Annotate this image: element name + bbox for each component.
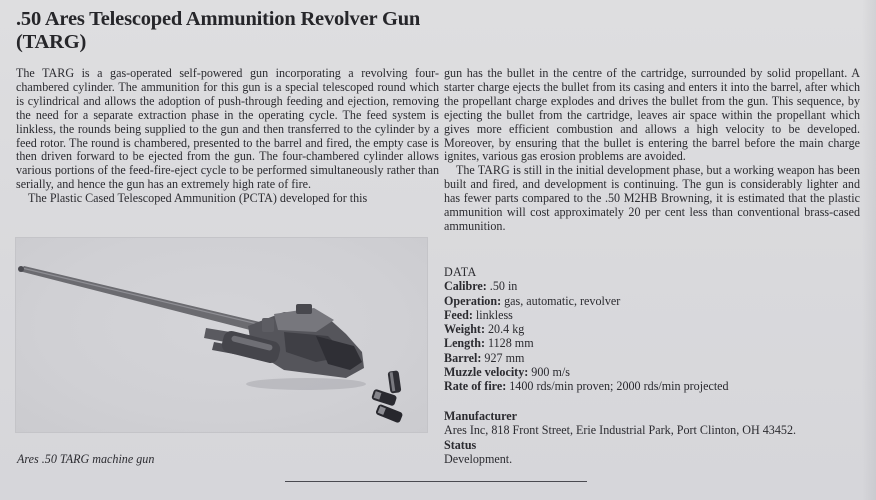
spec-row-feed: Feed: linkless: [444, 307, 513, 322]
spec-row-weight: Weight: 20.4 kg: [444, 322, 525, 337]
manufacturer-heading: Manufacturer: [444, 409, 517, 423]
manufacturer-address: Ares Inc, 818 Front Street, Erie Industrial Park, Port Clinton, OH 43452.: [444, 423, 797, 438]
manufacturer-status-block: [444, 409, 864, 466]
machine-gun-photo: [15, 237, 428, 433]
section-divider: [285, 481, 587, 482]
paragraph-pcta-continued: gun has the bullet in the centre of the cartridge, surrounded by solid propellant. A starter charge ejects the bullet from its casing and enters it into the barrel, after which the propellant charge explodes and drives the bullet from the gun. This sequence, by ejecting the bullet from the cartridge, leaves air space within the propellant which gives more efficient combustion and allows a high velocity to be developed. Moreover, by ensuring that the bullet is entering the barrel before the main charge ignites, various gas erosion problems are avoided.: [444, 66, 860, 164]
spec-row-operation: Operation: gas, automatic, revolver: [444, 293, 621, 308]
spec-row-barrel: Barrel: 927 mm: [444, 350, 525, 365]
paragraph-development-status: The TARG is still in the initial development phase, but a working weapon has been built and fired, and development is continuing. The gun is considerably lighter and has fewer parts compared to the .50 M2HB Browning, it is estimated that the plastic ammunition will cost approximately 20 per cent less than conventional brass-cased ammunition.: [444, 163, 860, 233]
left-text-column: [16, 67, 439, 206]
paragraph-pcta-intro: The Plastic Cased Telescoped Ammunition (PCTA) developed for this: [28, 191, 368, 206]
page-edge-shadow: [862, 0, 876, 500]
spec-row-rate-of-fire: Rate of fire: 1400 rds/min proven; 2000 rds/min projected: [444, 379, 729, 394]
spec-row-calibre: Calibre: .50 in: [444, 279, 518, 294]
data-heading: DATA: [444, 265, 477, 279]
telescoped-rounds: [371, 370, 403, 423]
page-title: .50 Ares Telescoped Ammunition Revolver Gun (TARG): [16, 8, 421, 53]
right-text-column: [444, 67, 860, 234]
paragraph-targ-description: The TARG is a gas-operated self-powered gun incorporating a revolving four-chambered cylinder. The ammunition for this gun is a special telescoped round which is cylindrical and allows the adoption of push-through feeding and ejection, removing the need for a separate extraction phase in the operating cycle. The feed system is linkless, the rounds being supplied to the gun and then transferred to the cylinder by a feed rotor. The round is chambered, presented to the barrel and fired, the empty case is then driven forward to be ejected from the gun. The four-chambered cylinder allows various portions of the feed-fire-eject cycle to be performed simultaneously rather than serially, and hence the gun has an extremely high rate of fire.: [16, 66, 439, 192]
status-heading: Status: [444, 437, 477, 452]
status-value: Development.: [444, 451, 513, 466]
specifications-table: [444, 265, 864, 394]
spec-row-muzzle-velocity: Muzzle velocity: 900 m/s: [444, 365, 570, 380]
spec-row-length: Length: 1128 mm: [444, 336, 534, 351]
machine-gun-illustration: [16, 238, 427, 432]
photo-caption: Ares .50 TARG machine gun: [17, 452, 155, 466]
